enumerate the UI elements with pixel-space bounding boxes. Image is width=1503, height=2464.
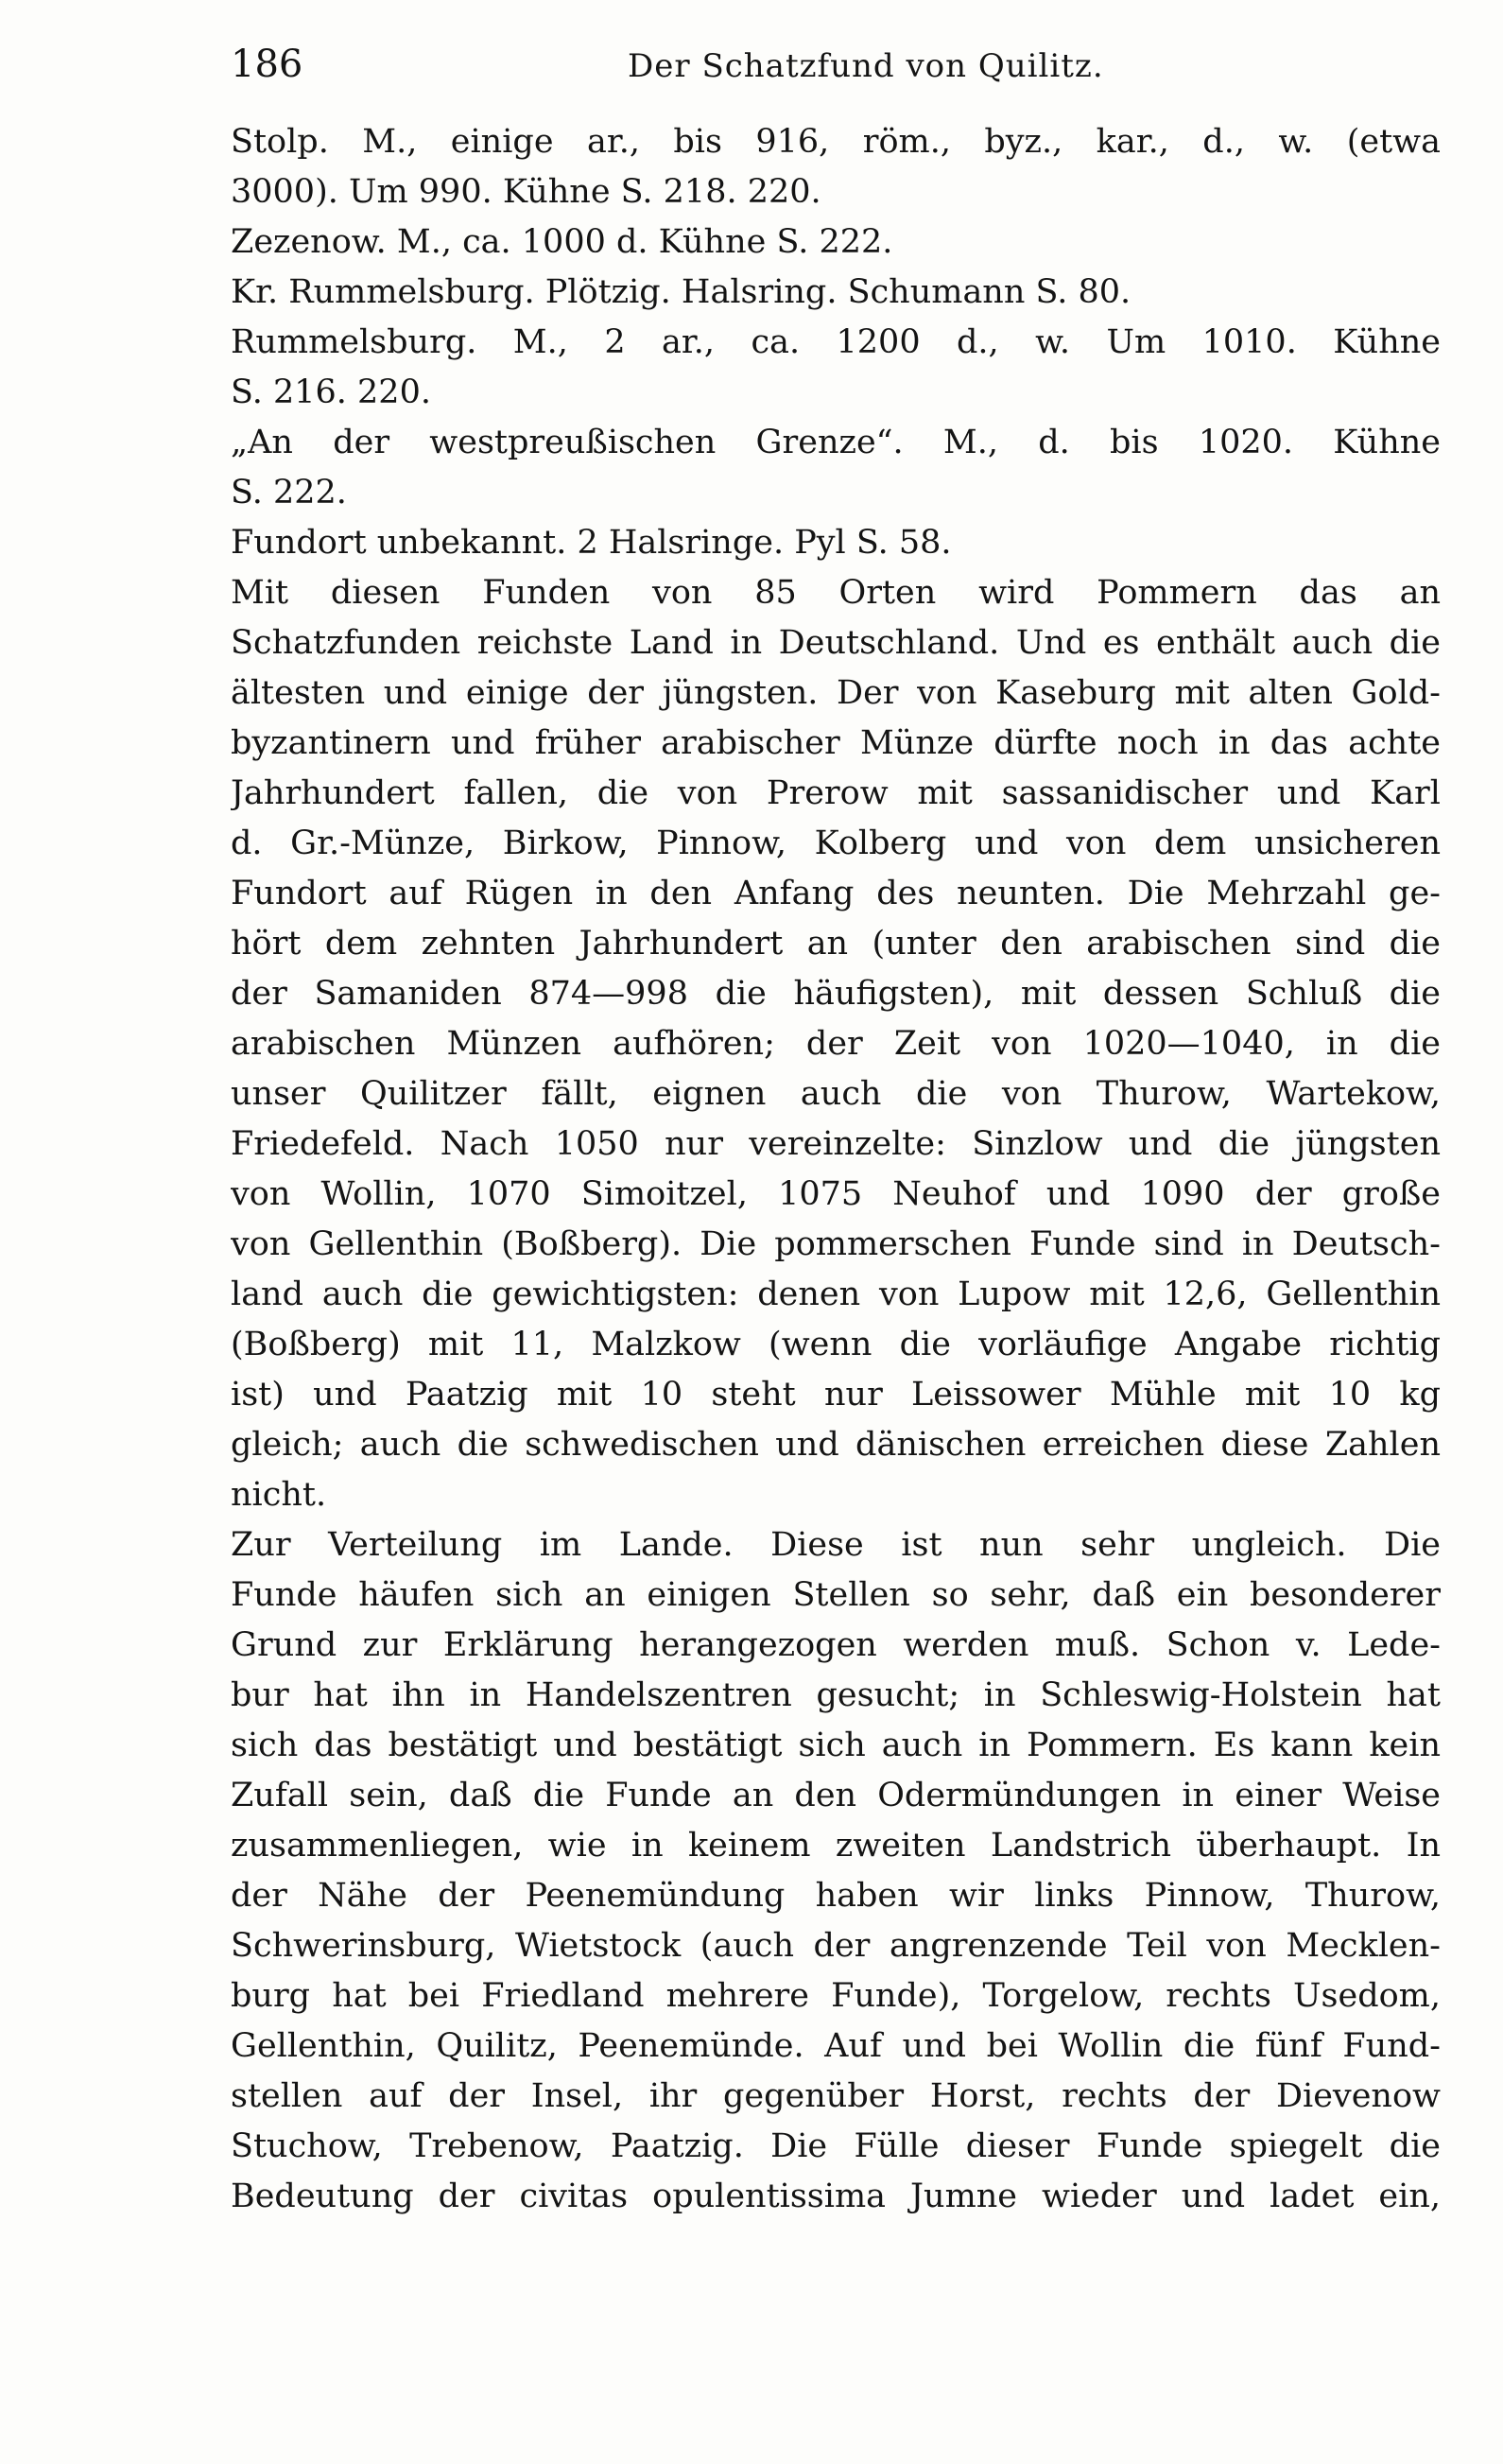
text-line: sich das bestätigt und bestätigt sich auch in Pommern. Es kann kein <box>231 1727 1441 1764</box>
text-line: Zezenow. M., ca. 1000 d. Kühne S. 222. <box>231 223 893 261</box>
text-line: Schatzfunden reichste Land in Deutschland. Und es enthält auch die <box>231 624 1441 662</box>
text-line: Grund zur Erklärung herangezogen werden muß. Schon v. Lede- <box>231 1626 1441 1664</box>
text-line: arabischen Münzen aufhören; der Zeit von 1020—1040, in die <box>231 1025 1441 1063</box>
text-line: 3000). Um 990. Kühne S. 218. 220. <box>231 173 821 211</box>
text-line: gleich; auch die schwedischen und dänischen erreichen diese Zahlen <box>231 1426 1441 1464</box>
text-line: Friedefeld. Nach 1050 nur vereinzelte: Sinzlow und die jüngsten <box>231 1125 1441 1163</box>
text-line: Funde häufen sich an einigen Stellen so sehr, daß ein besonderer <box>231 1576 1441 1614</box>
text-line: Zufall sein, daß die Funde an den Odermündungen in einer Weise <box>231 1777 1441 1814</box>
text-line: stellen auf der Insel, ihr gegenüber Horst, rechts der Dievenow <box>231 2077 1441 2115</box>
text-line: der Samaniden 874—998 die häufigsten), mit dessen Schluß die <box>231 975 1441 1013</box>
text-line: d. Gr.-Münze, Birkow, Pinnow, Kolberg und von dem unsicheren <box>231 824 1441 862</box>
text-line: ältesten und einige der jüngsten. Der von Kaseburg mit alten Gold- <box>231 674 1441 712</box>
text-line: Fundort auf Rügen in den Anfang des neunten. Die Mehrzahl ge- <box>231 875 1441 912</box>
text-line: Mit diesen Funden von 85 Orten wird Pommern das an <box>231 574 1441 612</box>
text-line: Gellenthin, Quilitz, Peenemünde. Auf und bei Wollin die fünf Fund- <box>231 2027 1441 2065</box>
text-line: von Gellenthin (Boßberg). Die pommerschen Funde sind in Deutsch- <box>231 1225 1441 1263</box>
text-line: Fundort unbekannt. 2 Halsringe. Pyl S. 58. <box>231 524 952 562</box>
text-line: nicht. <box>231 1476 327 1514</box>
text-line: unser Quilitzer fällt, eignen auch die von Thurow, Wartekow, <box>231 1075 1441 1113</box>
text-line: S. 222. <box>231 474 347 512</box>
text-line: ist) und Paatzig mit 10 steht nur Leissower Mühle mit 10 kg <box>231 1376 1441 1414</box>
running-title: Der Schatzfund von Quilitz. <box>628 47 1104 85</box>
body-text <box>231 117 1441 2222</box>
text-line: Stuchow, Trebenow, Paatzig. Die Fülle dieser Funde spiegelt die <box>231 2127 1441 2165</box>
text-line: der Nähe der Peenemündung haben wir links Pinnow, Thurow, <box>231 1877 1441 1915</box>
text-line: Bedeutung der civitas opulentissima Jumne wieder und ladet ein, <box>231 2178 1441 2215</box>
text-line: byzantinern und früher arabischer Münze dürfte noch in das achte <box>231 724 1441 762</box>
text-line: S. 216. 220. <box>231 373 431 411</box>
text-line: Rummelsburg. M., 2 ar., ca. 1200 d., w. Um 1010. Kühne <box>231 323 1441 361</box>
text-line: zusammenliegen, wie in keinem zweiten Landstrich überhaupt. In <box>231 1827 1441 1865</box>
text-line: Jahrhundert fallen, die von Prerow mit sassanidischer und Karl <box>231 774 1441 812</box>
text-line: Schwerinsburg, Wietstock (auch der angrenzende Teil von Mecklen- <box>231 1927 1441 1965</box>
text-line: Zur Verteilung im Lande. Diese ist nun sehr ungleich. Die <box>231 1526 1441 1564</box>
text-line: „An der westpreußischen Grenze“. M., d. bis 1020. Kühne <box>231 424 1441 461</box>
page-number: 186 <box>231 43 303 86</box>
text-line: Stolp. M., einige ar., bis 916, röm., byz., kar., d., w. (etwa <box>231 123 1441 161</box>
text-line: burg hat bei Friedland mehrere Funde), Torgelow, rechts Usedom, <box>231 1977 1441 2015</box>
text-line: bur hat ihn in Handelszentren gesucht; in Schleswig-Holstein hat <box>231 1676 1441 1714</box>
page-header <box>231 38 1441 95</box>
text-line: (Boßberg) mit 11, Malzkow (wenn die vorläufige Angabe richtig <box>231 1326 1441 1363</box>
text-line: von Wollin, 1070 Simoitzel, 1075 Neuhof und 1090 der große <box>231 1175 1441 1213</box>
text-line: hört dem zehnten Jahrhundert an (unter den arabischen sind die <box>231 925 1441 963</box>
text-line: land auch die gewichtigsten: denen von Lupow mit 12,6, Gellenthin <box>231 1275 1441 1313</box>
text-line: Kr. Rummelsburg. Plötzig. Halsring. Schumann S. 80. <box>231 273 1132 311</box>
